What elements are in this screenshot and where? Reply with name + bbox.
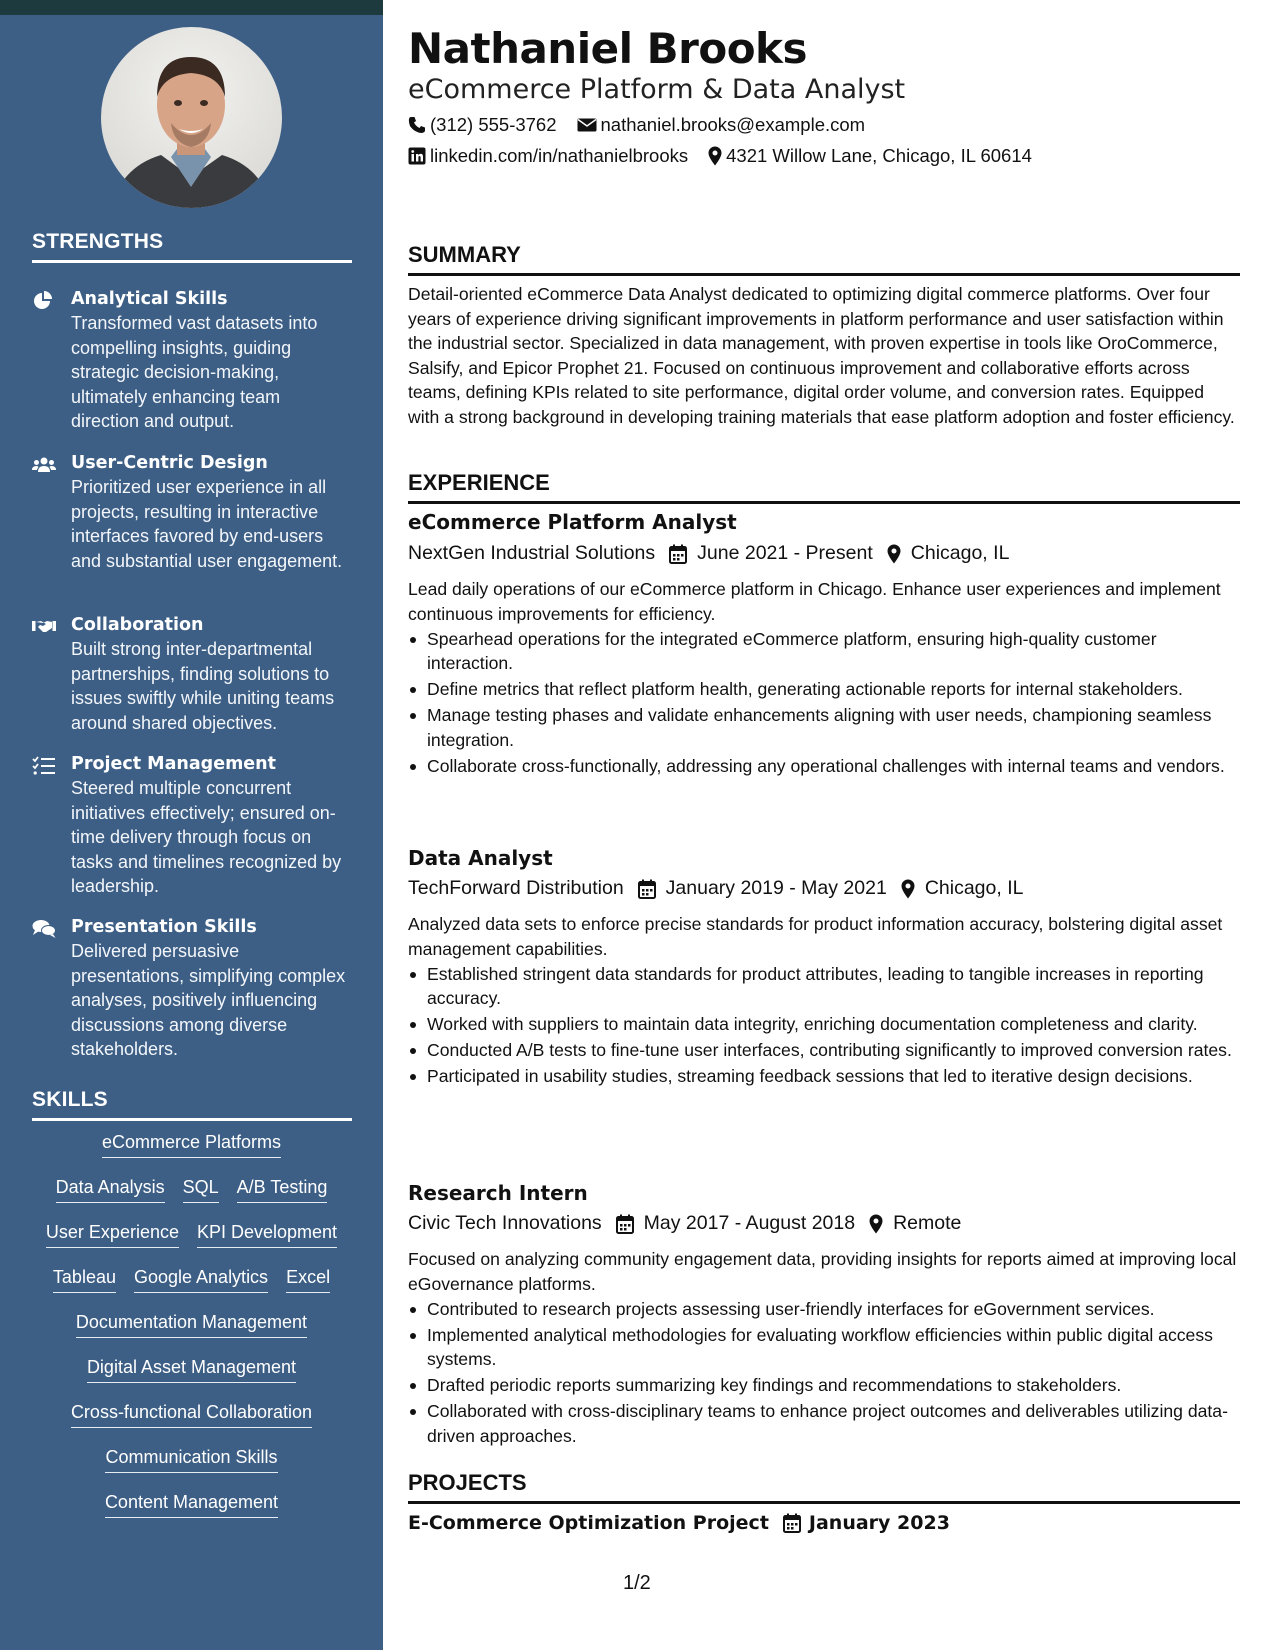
sidebar-top-bar	[0, 0, 383, 15]
job-meta	[408, 1212, 975, 1235]
strength-item	[32, 915, 352, 1062]
address-text: 4321 Willow Lane, Chicago, IL 60614	[726, 145, 1032, 166]
summary-heading: SUMMARY	[408, 242, 1240, 276]
strength-title: Collaboration	[71, 615, 204, 635]
skills-list	[20, 1130, 363, 1535]
job-dates-text: May 2017 - August 2018	[643, 1212, 856, 1234]
contact-row	[408, 145, 1052, 167]
skill-tag: A/B Testing	[237, 1175, 328, 1203]
job-dates-text: June 2021 - Present	[697, 542, 873, 564]
experience-heading: EXPERIENCE	[408, 470, 1240, 504]
job-dates	[638, 877, 887, 900]
handshake-icon	[32, 617, 56, 637]
envelope-icon	[577, 117, 597, 133]
job-bullet: Drafted periodic reports summarizing key findings and recommendations to stakeholders.	[408, 1373, 1240, 1397]
skill-tag: Data Analysis	[56, 1175, 165, 1203]
job-location-text: Chicago, IL	[924, 877, 1024, 899]
summary-text: Detail-oriented eCommerce Data Analyst dedicated to optimizing digital commerce platforms. Over four years of experience driving significant improvements in platform performance and user satisfaction within the industrial sector. Specialized in data management, with proven expertise in tools like OroCommerce, Salsify, and Epicor Prophet 21. Focused on continuous improvement and collaborative efforts across teams, defining KPIs related to site performance, digital order volume, and conversion rates. Equipped with a strong background in developing training materials that ease platform adoption and foster efficiency.	[408, 284, 1235, 427]
strength-item	[32, 613, 352, 735]
skill-tag: SQL	[183, 1175, 219, 1203]
strength-item	[32, 752, 352, 899]
job-bullet: Define metrics that reflect platform health, generating actionable reports for internal stakeholders.	[408, 677, 1240, 701]
job-dates	[616, 1212, 855, 1235]
skills-row	[20, 1445, 363, 1490]
job-company: TechForward Distribution	[408, 877, 624, 899]
job-bullet: Implemented analytical methodologies for evaluating workflow efficiencies within public digital access systems.	[408, 1323, 1240, 1372]
skill-tag: User Experience	[46, 1220, 179, 1248]
job-bullet: Manage testing phases and validate enhancements aligning with user needs, championing seamless integration.	[408, 703, 1240, 752]
job-bullets	[408, 962, 1240, 1090]
calendar-icon	[638, 879, 656, 899]
strengths-heading: STRENGTHS	[32, 230, 352, 263]
job-company: Civic Tech Innovations	[408, 1212, 602, 1234]
skill-tag: Google Analytics	[134, 1265, 268, 1293]
page-number: 1/2	[623, 1572, 651, 1594]
skill-tag: Communication Skills	[105, 1445, 277, 1473]
job-bullets	[408, 627, 1240, 779]
job-bullet: Conducted A/B tests to fine-tune user interfaces, contributing significantly to improved conversion rates.	[408, 1038, 1240, 1062]
job-intro: Lead daily operations of our eCommerce platform in Chicago. Enhance user experiences and implement continuous improvements for efficiency.	[408, 579, 1221, 624]
location-pin-icon	[887, 544, 901, 564]
sidebar	[0, 0, 383, 1650]
location-pin-icon	[708, 146, 722, 166]
skill-tag: Digital Asset Management	[87, 1355, 296, 1383]
project-date: January 2023	[808, 1512, 950, 1534]
strength-description: Delivered persuasive presentations, simplifying complex analyses, positively influencing discussions among diverse stakeholders.	[71, 941, 346, 1059]
job-meta	[408, 542, 1023, 565]
job-location-text: Chicago, IL	[910, 542, 1010, 564]
skills-row	[20, 1265, 363, 1310]
job-company: NextGen Industrial Solutions	[408, 542, 656, 564]
job-intro: Focused on analyzing community engagement data, providing insights for reports aimed at improving local eGovernance platforms.	[408, 1249, 1237, 1294]
contact-row	[408, 114, 885, 136]
profile-photo	[101, 27, 282, 208]
job-bullet: Collaborate cross-functionally, addressing any operational challenges with internal teams and vendors.	[408, 754, 1240, 778]
job-intro: Analyzed data sets to enforce precise standards for product information accuracy, bolstering digital asset management capabilities.	[408, 914, 1223, 959]
skill-tag: Cross-functional Collaboration	[71, 1400, 312, 1428]
task-list-icon	[32, 756, 56, 776]
skill-tag: Excel	[286, 1265, 330, 1293]
strength-description: Transformed vast datasets into compelling insights, guiding strategic decision-making, ultimately enhancing team direction and output.	[71, 313, 318, 431]
project-line	[408, 1512, 950, 1534]
job-bullet: Participated in usability studies, streaming feedback sessions that led to iterative design decisions.	[408, 1064, 1240, 1088]
phone-contact	[408, 114, 557, 136]
skill-tag: Tableau	[53, 1265, 116, 1293]
linkedin-contact[interactable]	[408, 145, 688, 167]
project-title: E-Commerce Optimization Project	[408, 1512, 769, 1534]
location-pin-icon	[901, 879, 915, 899]
job-bullet: Collaborated with cross-disciplinary teams to enhance project outcomes and deliverables utilizing data-driven approaches.	[408, 1399, 1240, 1448]
candidate-name: Nathaniel Brooks	[408, 24, 807, 73]
skills-row	[20, 1130, 363, 1175]
job-title: eCommerce Platform Analyst	[408, 510, 737, 534]
skill-tag: KPI Development	[197, 1220, 337, 1248]
strength-description: Built strong inter-departmental partnerships, finding solutions to issues swiftly while uniting teams around shared objectives.	[71, 639, 335, 733]
email-link[interactable]: nathaniel.brooks@example.com	[600, 114, 866, 135]
skill-tag: Documentation Management	[76, 1310, 307, 1338]
candidate-role: eCommerce Platform & Data Analyst	[408, 74, 906, 105]
job-bullets	[408, 1297, 1240, 1449]
email-contact[interactable]	[577, 114, 866, 136]
skills-row	[20, 1490, 363, 1535]
strength-title: Presentation Skills	[71, 917, 257, 937]
skill-tag: Content Management	[105, 1490, 278, 1518]
job-bullet: Contributed to research projects assessing user-friendly interfaces for eGovernment services.	[408, 1297, 1240, 1321]
job-location	[901, 877, 1024, 900]
strength-item	[32, 451, 352, 573]
projects-heading: PROJECTS	[408, 1470, 1240, 1504]
pie-chart-icon	[32, 291, 56, 311]
job-bullet: Spearhead operations for the integrated eCommerce platform, ensuring high-quality customer interaction.	[408, 627, 1240, 676]
calendar-icon	[616, 1214, 634, 1234]
job-dates-text: January 2019 - May 2021	[665, 877, 887, 899]
strength-title: Project Management	[71, 754, 276, 774]
job-bullet: Worked with suppliers to maintain data integrity, enriching documentation completeness and clarity.	[408, 1012, 1240, 1036]
calendar-icon	[669, 544, 687, 564]
job-location-text: Remote	[893, 1212, 962, 1234]
job-bullet: Established stringent data standards for product attributes, leading to tangible increases in reporting accuracy.	[408, 962, 1240, 1011]
skills-row	[20, 1220, 363, 1265]
skills-row	[20, 1310, 363, 1355]
strength-item	[32, 287, 352, 434]
users-icon	[32, 455, 56, 475]
linkedin-icon	[408, 147, 426, 165]
location-pin-icon	[869, 1214, 883, 1234]
job-meta	[408, 877, 1037, 900]
strength-title: Analytical Skills	[71, 289, 228, 309]
strength-title: User-Centric Design	[71, 453, 268, 473]
chat-bubbles-icon	[32, 919, 56, 939]
job-location	[869, 1212, 961, 1235]
linkedin-link[interactable]: linkedin.com/in/nathanielbrooks	[430, 145, 689, 166]
phone-icon	[408, 116, 426, 134]
skills-row	[20, 1400, 363, 1445]
skills-row	[20, 1175, 363, 1220]
job-dates	[669, 542, 873, 565]
address-contact	[708, 145, 1032, 167]
job-title: Research Intern	[408, 1181, 588, 1205]
strength-description: Prioritized user experience in all projects, resulting in interactive interfaces favored by end-users and substantial user engagement.	[71, 477, 343, 571]
skills-row	[20, 1355, 363, 1400]
job-title: Data Analyst	[408, 846, 553, 870]
strength-description: Steered multiple concurrent initiatives effectively; ensured on-time delivery through focus on tasks and timelines recognized by leadership.	[71, 778, 342, 896]
calendar-icon	[783, 1513, 801, 1533]
job-location	[887, 542, 1010, 565]
skills-heading: SKILLS	[32, 1088, 352, 1121]
skill-tag: eCommerce Platforms	[102, 1130, 281, 1158]
phone-text: (312) 555-3762	[430, 114, 557, 135]
